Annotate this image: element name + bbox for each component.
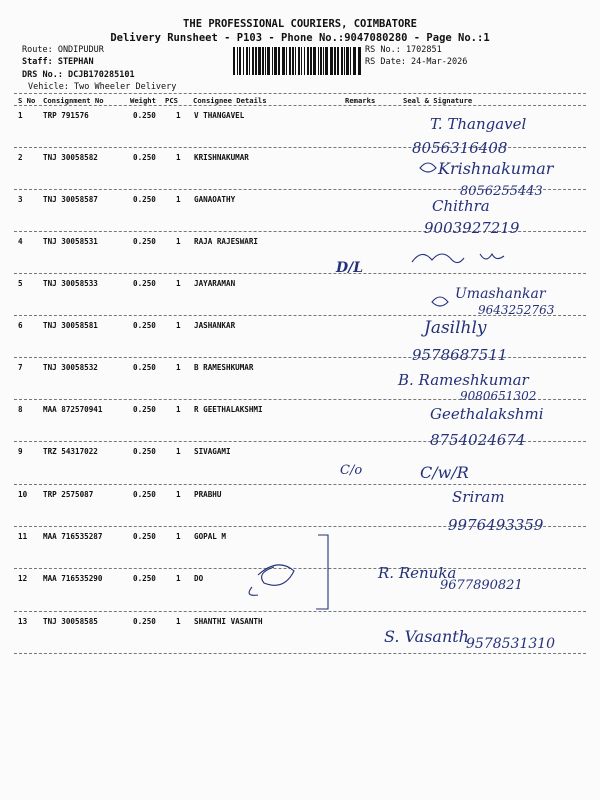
signature-row-7: B. Rameshkumar (398, 371, 529, 389)
row-consignee: SHANTHI VASANTH (194, 617, 263, 626)
scribble-mark (258, 565, 294, 585)
row-weight: 0.250 (133, 574, 156, 583)
scribble-mark (420, 163, 436, 172)
row-pcs: 1 (176, 574, 181, 583)
col-weight: Weight (130, 96, 156, 105)
col-pcs: PCS (165, 96, 178, 105)
row-weight: 0.250 (133, 363, 156, 372)
signature-row-9: C/w/R (420, 463, 469, 482)
row-weight: 0.250 (133, 237, 156, 246)
row-consignee: SIVAGAMI (194, 447, 231, 456)
row-weight: 0.250 (133, 153, 156, 162)
col-sno: S No (18, 96, 36, 105)
row-consignee: PRABHU (194, 490, 222, 499)
col-seal-signature: Seal & Signature (403, 96, 473, 105)
signature-row-1: T. Thangavel (430, 115, 527, 133)
signature-row-6: Jasilhly (424, 318, 487, 338)
row-weight: 0.250 (133, 532, 156, 541)
row-pcs: 1 (176, 279, 181, 288)
row-sno: 1 (18, 111, 23, 120)
phone-row-12: 9677890821 (440, 578, 523, 593)
row-pcs: 1 (176, 490, 181, 499)
runsheet-subtitle: Delivery Runsheet - P103 - Phone No.:9047080280 - Page No.:1 (110, 32, 490, 44)
row-sno: 11 (18, 532, 28, 541)
phone-row-1: 8056316408 (412, 139, 508, 157)
row-sno: 4 (18, 237, 23, 246)
row-consignee: KRISHNAKUMAR (194, 153, 249, 162)
row-consignee: GOPAL M (194, 532, 227, 541)
row-weight: 0.250 (133, 617, 156, 626)
route-label: Route: ONDIPUDUR (22, 45, 104, 55)
row-consignee: GANAOATHY (194, 195, 236, 204)
phone-row-3: 9003927219 (424, 219, 520, 237)
row-pcs: 1 (176, 195, 181, 204)
row-weight: 0.250 (133, 195, 156, 204)
phone-row-8: 8754024674 (430, 431, 526, 449)
row-consignee: R GEETHALAKSHMI (194, 405, 263, 414)
row-weight: 0.250 (133, 111, 156, 120)
rs-number: RS No.: 1702851 (365, 45, 442, 55)
row-consignee: V THANGAVEL (194, 111, 245, 120)
col-consignee: Consignee Details (193, 96, 267, 105)
row-consignee: DO (194, 574, 204, 583)
remark-row-4: D/L (336, 260, 364, 276)
row-consignment: TNJ 30058581 (43, 321, 98, 330)
row-pcs: 1 (176, 617, 181, 626)
row-consignment: TRP 2575087 (43, 490, 94, 499)
phone-row-10: 9976493359 (448, 516, 544, 534)
row-sno: 12 (18, 574, 28, 583)
row-pcs: 1 (176, 363, 181, 372)
row-sno: 10 (18, 490, 28, 499)
row-consignment: TNJ 30058587 (43, 195, 98, 204)
row-weight: 0.250 (133, 490, 156, 499)
row-sno: 8 (18, 405, 23, 414)
signature-row-5: Umashankar (455, 286, 546, 302)
rs-date: RS Date: 24-Mar-2026 (365, 57, 468, 67)
drs-label: DRS No.: DCJB170285101 (22, 70, 135, 80)
phone-row-2: 8056255443 (460, 184, 543, 199)
row-pcs: 1 (176, 532, 181, 541)
row-pcs: 1 (176, 405, 181, 414)
row-consignment: TNJ 30058532 (43, 363, 98, 372)
scribble-mark (412, 254, 464, 263)
row-consignment: TNJ 30058585 (43, 617, 98, 626)
scribble-mark (432, 297, 448, 306)
row-sno: 2 (18, 153, 23, 162)
row-pcs: 1 (176, 153, 181, 162)
row-consignment: MAA 716535290 (43, 574, 103, 583)
row-consignment: MAA 716535287 (43, 532, 103, 541)
row-consignment: TRZ 54317022 (43, 447, 98, 456)
signature-row-3: Chithra (432, 197, 490, 215)
row-weight: 0.250 (133, 321, 156, 330)
signature-row-2: Krishnakumar (438, 159, 554, 178)
signature-row-13: S. Vasanth (384, 627, 469, 646)
row-sno: 13 (18, 617, 28, 626)
row-consignment: MAA 872570941 (43, 405, 103, 414)
row-sno: 9 (18, 447, 23, 456)
row-consignee: RAJA RAJESWARI (194, 237, 259, 246)
row-sno: 3 (18, 195, 23, 204)
signature-row-8: Geethalakshmi (430, 405, 544, 423)
row-consignee: JAYARAMAN (194, 279, 236, 288)
bracket-mark (316, 535, 328, 609)
row-sno: 6 (18, 321, 23, 330)
staff-label: Staff: STEPHAN (22, 57, 94, 67)
row-consignment: TNJ 30058582 (43, 153, 98, 162)
row-consignment: TNJ 30058533 (43, 279, 98, 288)
phone-row-7: 9080651302 (460, 389, 537, 403)
row-pcs: 1 (176, 111, 181, 120)
signature-row-12: R. Renuka (378, 564, 457, 582)
row-weight: 0.250 (133, 405, 156, 414)
row-consignment: TRP 791576 (43, 111, 89, 120)
row-consignment: TNJ 30058531 (43, 237, 98, 246)
row-consignee: B RAMESHKUMAR (194, 363, 254, 372)
company-title: THE PROFESSIONAL COURIERS, COIMBATORE (183, 18, 417, 30)
row-sno: 5 (18, 279, 23, 288)
row-consignee: JASHANKAR (194, 321, 236, 330)
row-weight: 0.250 (133, 279, 156, 288)
row-pcs: 1 (176, 237, 181, 246)
col-remarks: Remarks (345, 96, 376, 105)
phone-row-13: 9578531310 (466, 636, 556, 652)
phone-row-5: 9643252763 (478, 303, 555, 317)
col-consignment: Consignment No (43, 96, 104, 105)
scribble-mark (480, 254, 504, 259)
row-sno: 7 (18, 363, 23, 372)
remark-row-9: C/o (340, 463, 363, 478)
phone-row-6: 9578687511 (412, 346, 508, 364)
signature-row-10: Sriram (452, 488, 505, 506)
row-pcs: 1 (176, 321, 181, 330)
row-pcs: 1 (176, 447, 181, 456)
row-weight: 0.250 (133, 447, 156, 456)
scribble-mark (249, 587, 258, 595)
vehicle-label: Vehicle: Two Wheeler Delivery (28, 82, 177, 92)
